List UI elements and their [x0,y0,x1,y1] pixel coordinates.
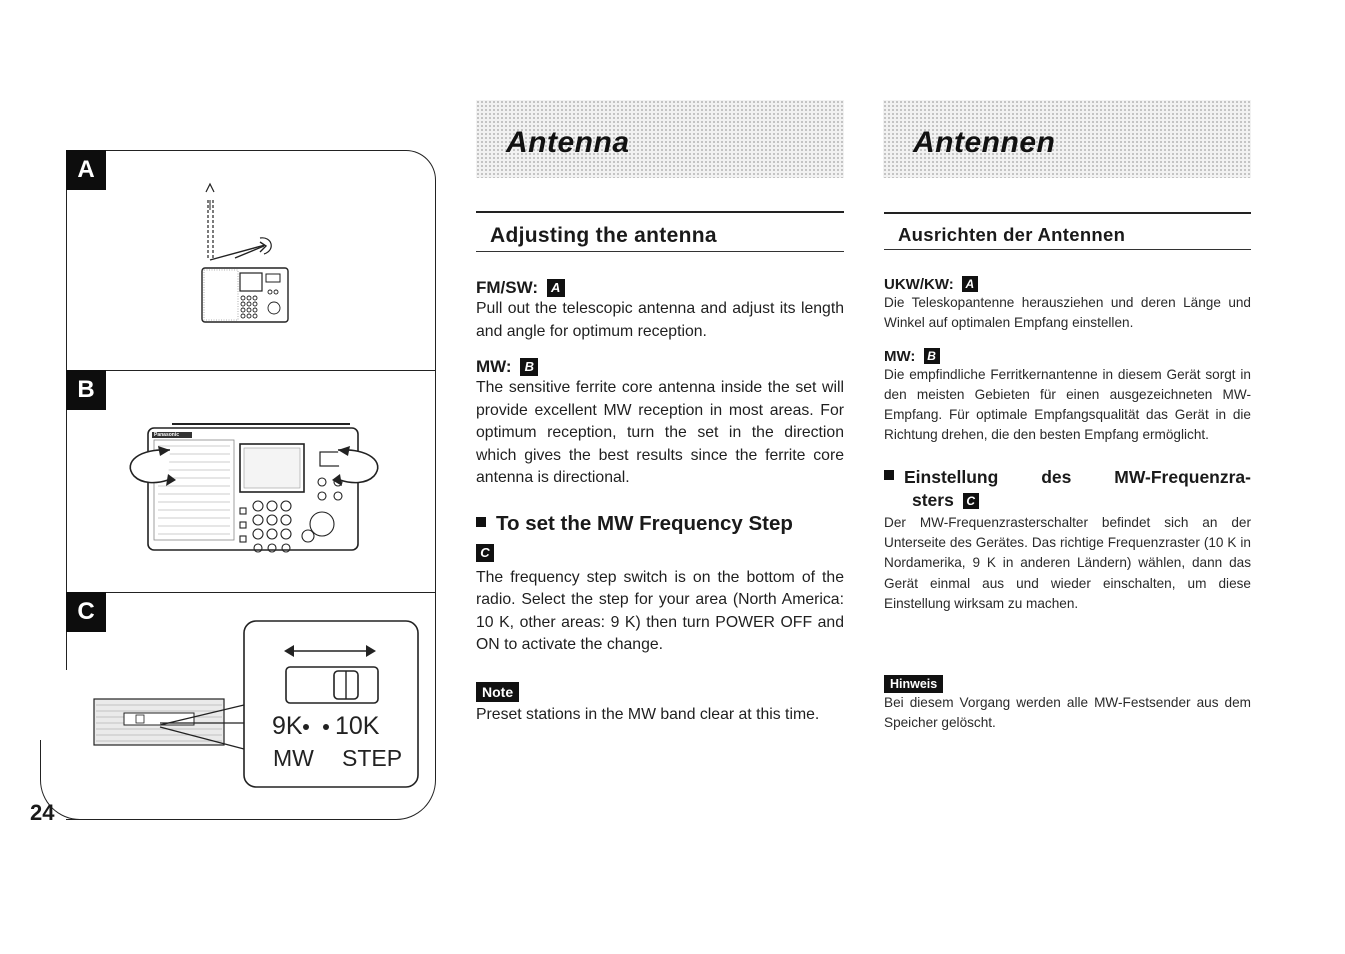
german-fm-text: Die Teleskopantenne herausziehen und deren Länge und Winkel auf optimalen Empfang einstellen. [884,295,1251,331]
german-step-text: Der MW-Frequenzrasterschalter befindet sich an der Unterseite des Gerätes. Das richtige Frequenzraster (10 K in Nordamerika, 9 K in anderen Ländern) wählen, dann das Gerät einmal aus und wieder einschalten, um diese Einstellung wirksam zu machen. [884,514,1251,611]
german-section-title: Ausrichten der Antennen [884,214,1251,250]
english-fm-heading [476,278,844,298]
panel-divider-ab [66,370,436,371]
english-note-text: Preset stations in the MW band clear at this time. [476,706,820,723]
german-mw-label: MW: [884,347,916,365]
english-fm-label: FM/SW: [476,278,539,297]
english-mw-label: MW: [476,357,512,376]
switch-10k-label: 10K [335,712,380,740]
english-note-tag: Note [476,682,519,702]
german-step-figure-badge: C [963,493,979,509]
german-mw-figure-badge: B [924,348,940,364]
german-column [884,212,1251,614]
german-page-title: Antennen [913,126,1056,159]
english-mw-figure-badge: B [520,358,538,376]
german-fm-heading [884,276,1251,293]
english-column [476,211,844,657]
english-step-heading [476,510,844,565]
german-mw-text: Die empfindliche Ferritkernantenne in diesem Gerät sorgt in den meisten Gebieten für einen ausgezeichneten MW-Empfang. Für optimale Empfangsqualität das Gerät in die Richtung drehen, die den besten Empfang ermöglicht. [884,366,1251,443]
figure-c-badge: C [66,592,106,632]
figure-b-badge: B [66,370,106,410]
german-fm-label: UKW/KW: [884,276,954,293]
english-page-title: Antenna [506,126,630,159]
german-step-title-line1: Einstellung des MW-Frequenzra- [904,466,1251,487]
english-step-title: To set the MW Frequency Step [496,511,793,535]
german-step-title-line2: sters [912,489,954,510]
german-step-heading [884,466,1251,512]
switch-9k-label: 9K [272,712,303,740]
radio-brand-logo: Panasonic [154,432,180,438]
english-mw-heading [476,357,844,377]
bullet-square-icon [884,470,894,480]
english-fm-text: Pull out the telescopic antenna and adjust its length and angle for optimum reception. [476,300,844,340]
german-mw-heading [884,348,1251,365]
switch-step-label: STEP [342,745,403,771]
panel-divider-bc [66,592,436,593]
figure-a-badge: A [66,150,106,190]
german-note-text: Bei diesem Vorgang werden alle MW-Festsender aus dem Speicher gelöscht. [884,695,1251,731]
figure-a-radio-antenna-illustration [180,180,310,330]
page-number: 24 [30,800,55,825]
english-section-title: Adjusting the antenna [476,213,844,252]
switch-mw-label: MW [273,745,314,771]
english-fm-figure-badge: A [547,279,565,297]
english-step-figure-badge: C [476,544,494,562]
english-step-text: The frequency step switch is on the bottom of the radio. Select the step for your area (North America: 10 K, other areas: 9 K) then turn POWER OFF and ON to activate the change. [476,568,844,653]
english-mw-text: The sensitive ferrite core antenna inside the set will provide excellent MW reception in most areas. For optimum reception, turn the set in the direction which gives the best results since the ferrite core antenna is directional. [476,379,844,486]
german-note-tag: Hinweis [884,675,943,693]
german-fm-figure-badge: A [962,276,978,292]
bullet-square-icon [476,517,486,527]
